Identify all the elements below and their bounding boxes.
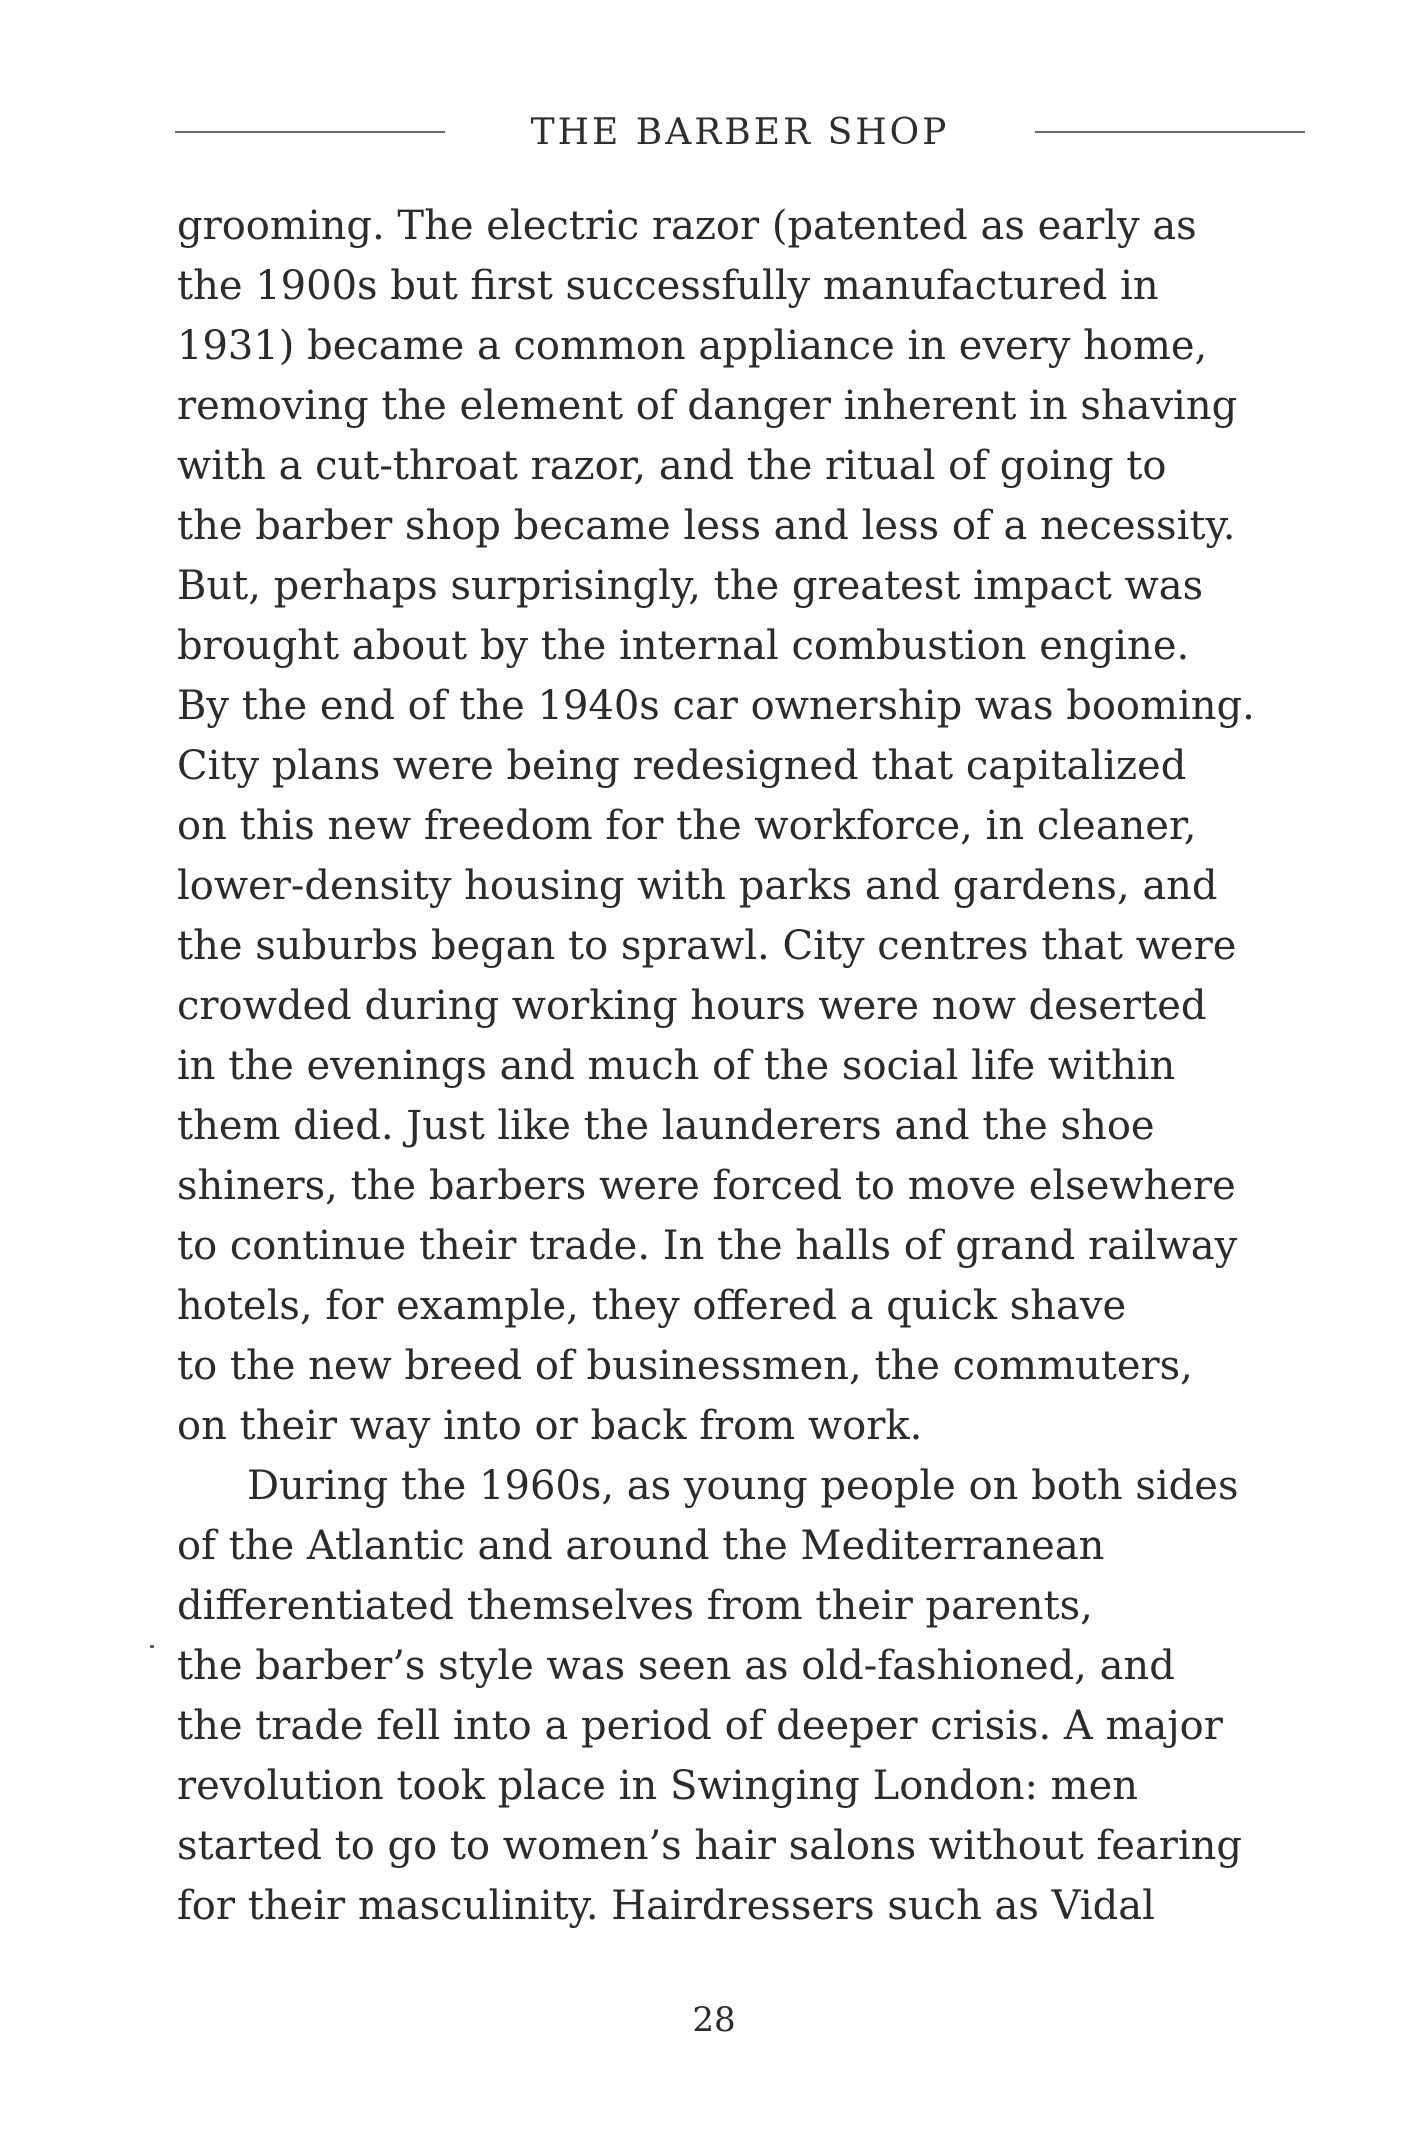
running-header-title: THE BARBER SHOP — [530, 111, 950, 153]
paragraph — [177, 1456, 1317, 1936]
text-line: hotels, for example, they offered a quick shave — [177, 1283, 1127, 1329]
text-line: of the Atlantic and around the Mediterranean — [177, 1523, 1105, 1569]
text-line: to the new breed of businessmen, the commuters, — [177, 1343, 1193, 1389]
text-line: By the end of the 1940s car ownership was booming. — [177, 683, 1255, 729]
text-line: crowded during working hours were now deserted — [177, 983, 1207, 1029]
text-line: City plans were being redesigned that capitalized — [177, 743, 1187, 789]
text-line: the 1900s but first successfully manufactured in — [177, 263, 1159, 309]
text-line: in the evenings and much of the social life within — [177, 1043, 1176, 1089]
text-line: revolution took place in Swinging London: men — [177, 1763, 1139, 1809]
body-text — [177, 196, 1317, 1936]
text-line: 1931) became a common appliance in every home, — [177, 323, 1208, 369]
text-line: for their masculinity. Hairdressers such as Vidal — [177, 1883, 1155, 1929]
text-line: the suburbs began to sprawl. City centres that were — [177, 923, 1237, 969]
text-line: to continue their trade. In the halls of grand railway — [177, 1223, 1238, 1269]
page-number: 28 — [692, 2000, 736, 2040]
header-rule-right — [1035, 131, 1305, 133]
text-line: lower-density housing with parks and gardens, and — [177, 863, 1218, 909]
text-line: But, perhaps surprisingly, the greatest impact was — [177, 563, 1204, 609]
text-line: shiners, the barbers were forced to move elsewhere — [177, 1163, 1236, 1209]
text-line: brought about by the internal combustion engine. — [177, 623, 1190, 669]
text-line: differentiated themselves from their parents, — [177, 1583, 1093, 1629]
text-line: grooming. The electric razor (patented as early as — [177, 203, 1197, 249]
print-speck — [150, 1645, 154, 1648]
text-line: the barber shop became less and less of a necessity. — [177, 503, 1236, 549]
text-line: with a cut-throat razor, and the ritual of going to — [177, 443, 1167, 489]
text-line: removing the element of danger inherent in shaving — [177, 383, 1238, 429]
text-line: them died. Just like the launderers and the shoe — [177, 1103, 1155, 1149]
paragraph — [177, 196, 1317, 1456]
text-line: During the 1960s, as young people on both sides — [247, 1463, 1239, 1509]
text-line: the trade fell into a period of deeper crisis. A major — [177, 1703, 1223, 1749]
text-line: the barber’s style was seen as old-fashioned, and — [177, 1643, 1175, 1689]
text-line: on this new freedom for the workforce, in cleaner, — [177, 803, 1197, 849]
header-rule-left — [175, 131, 445, 133]
text-line: started to go to women’s hair salons without fearing — [177, 1823, 1243, 1869]
running-header — [175, 110, 1305, 154]
text-line: on their way into or back from work. — [177, 1403, 923, 1449]
